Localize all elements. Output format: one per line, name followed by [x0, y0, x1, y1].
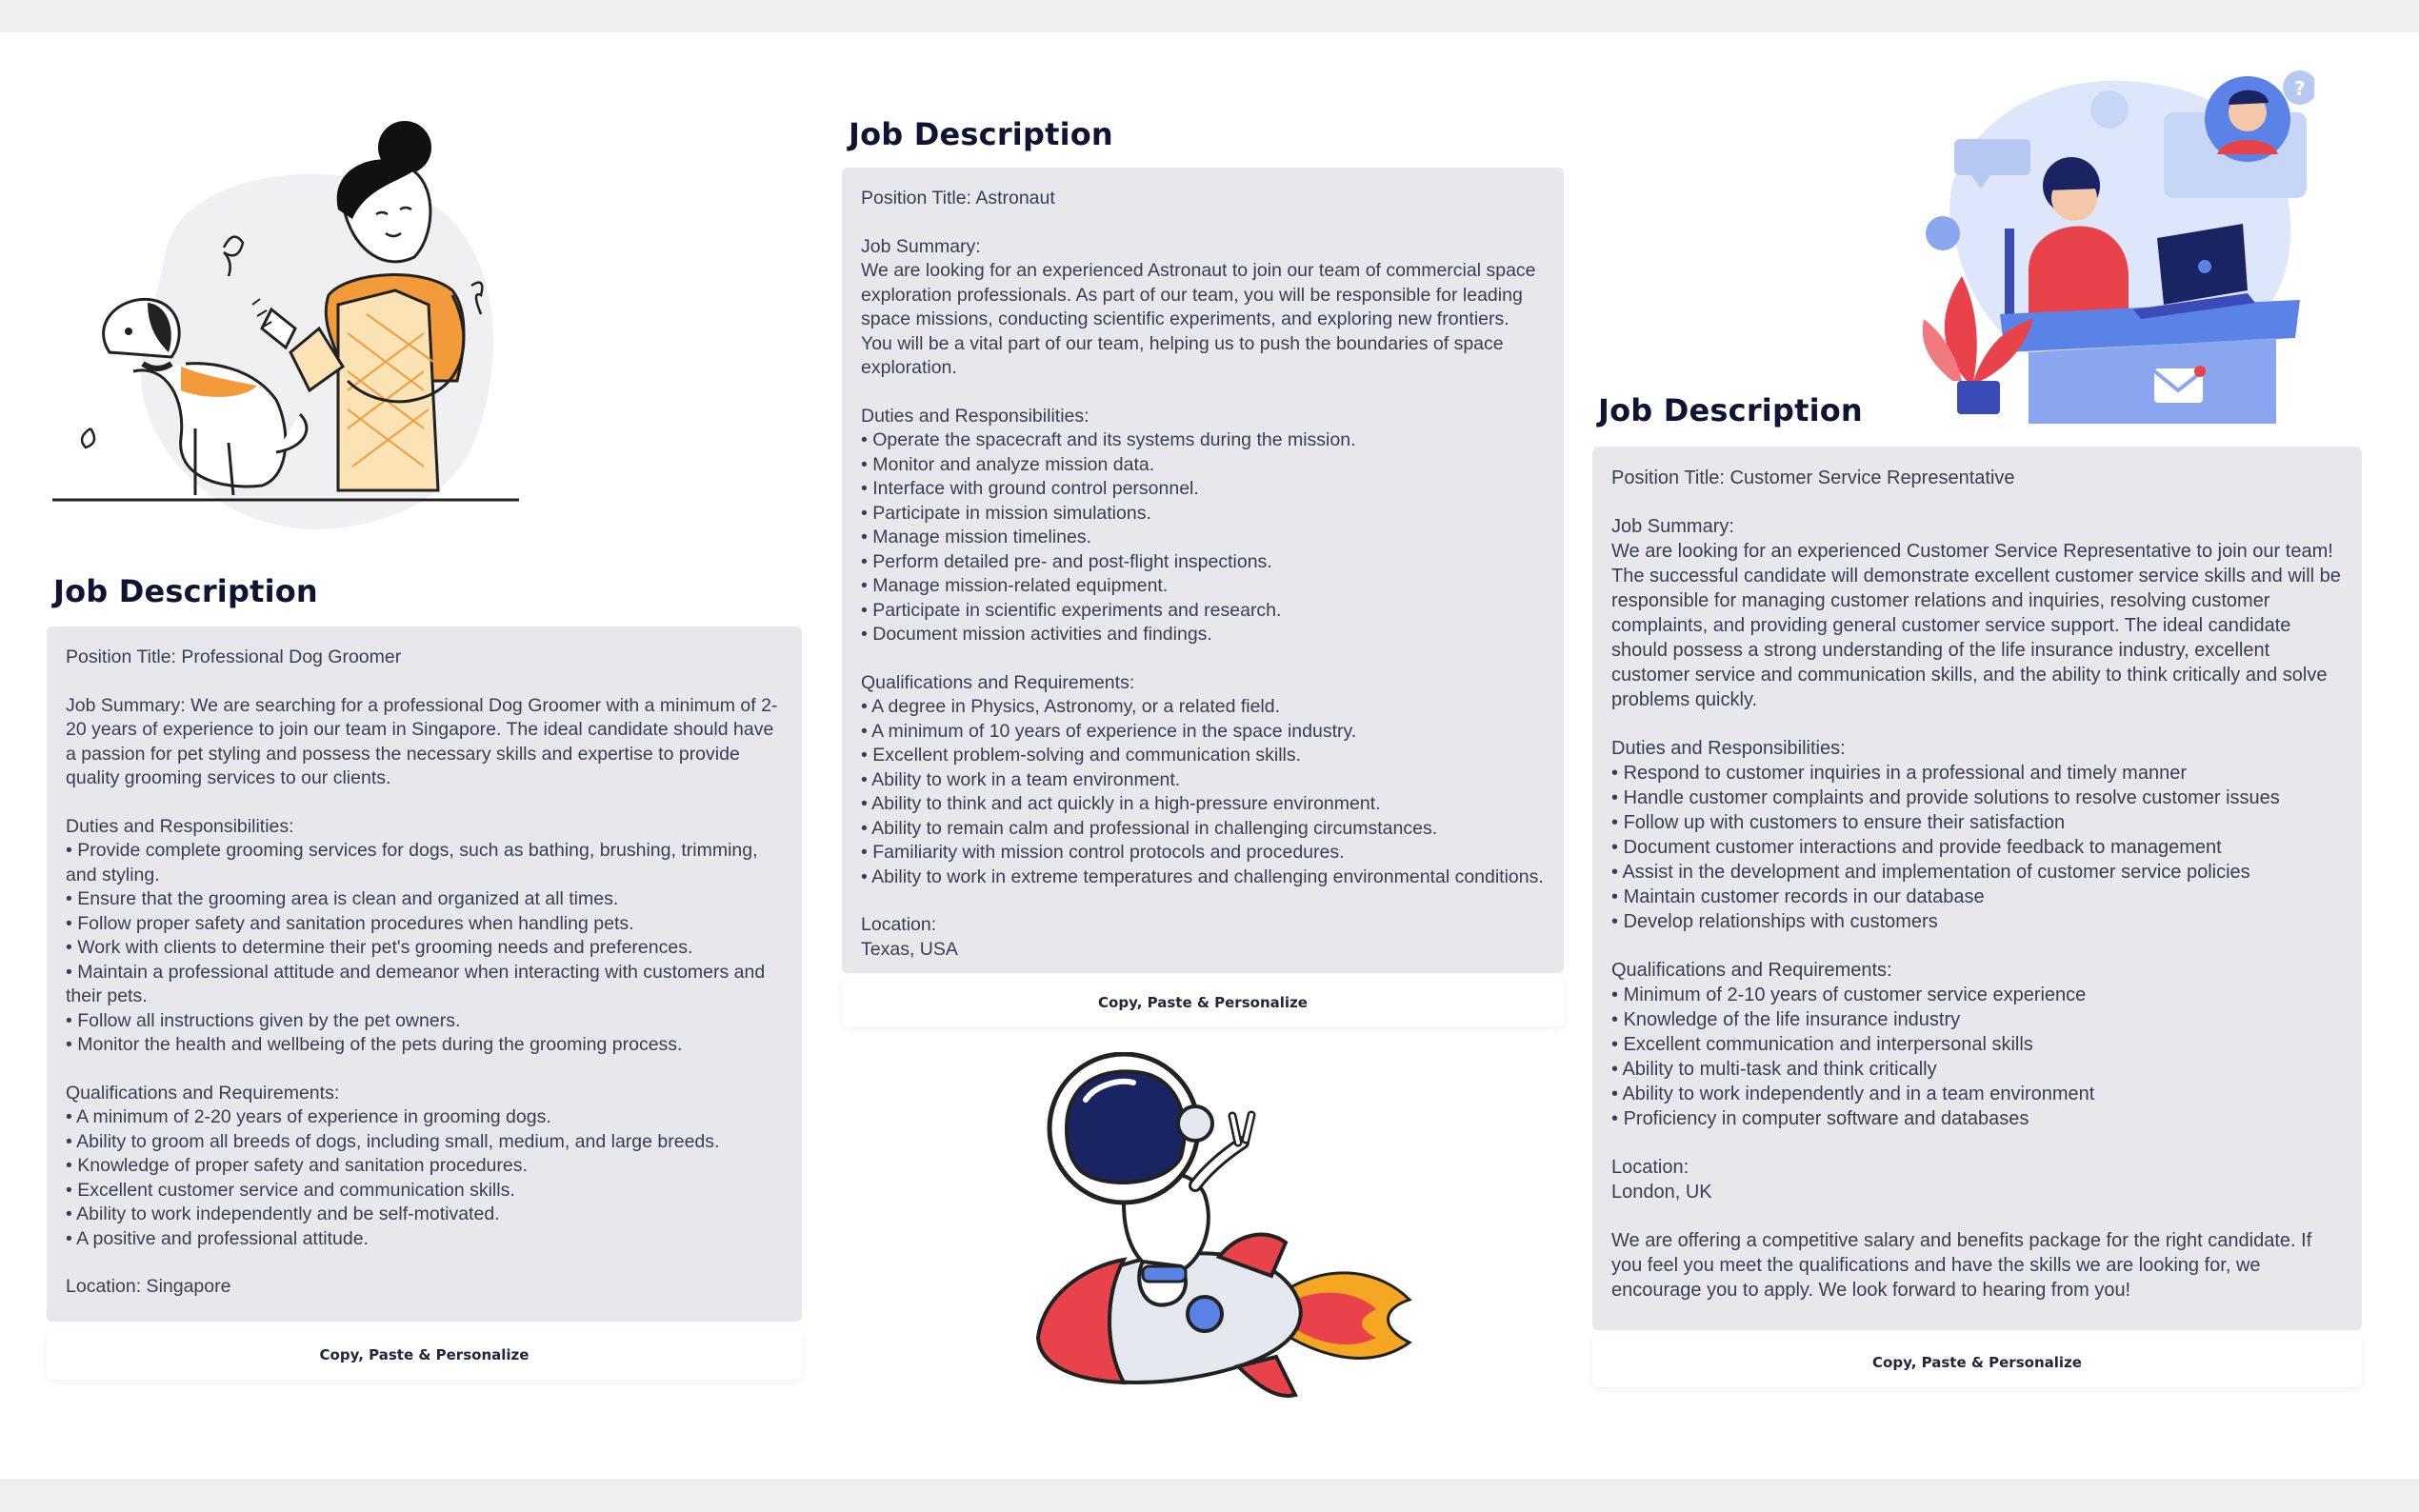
list-item: • Monitor and analyze mission data.	[861, 453, 1545, 478]
list-item: • Develop relationships with customers	[1611, 909, 2343, 934]
list-item: • Follow up with customers to ensure their satisfaction	[1611, 810, 2343, 835]
card-3-duties-list	[1611, 761, 2343, 934]
list-item: • Perform detailed pre- and post-flight inspections.	[861, 550, 1545, 575]
card-3-heading: Job Description	[1598, 392, 1863, 428]
card-2-job-description	[842, 168, 1564, 973]
list-item: • Ability to work in a team environment.	[861, 768, 1545, 793]
list-item: • Ability to multi-task and think critically	[1611, 1057, 2343, 1082]
list-item: • Ability to work independently and be self-motivated.	[66, 1203, 783, 1227]
dog-groomer-illustration	[52, 114, 538, 552]
card-2-duties-list	[861, 428, 1545, 647]
astronaut-rocket-illustration	[1000, 1052, 1419, 1433]
card-3-job-description	[1592, 447, 2362, 1330]
list-item: • Follow proper safety and sanitation procedures when handling pets.	[66, 912, 783, 937]
list-item: • Ability to work independently and in a team environment	[1611, 1082, 2343, 1106]
card-2-summary-heading: Job Summary:	[861, 235, 981, 257]
card-3-qual-list	[1611, 983, 2343, 1131]
svg-text:?: ?	[2294, 77, 2306, 100]
list-item: • Familiarity with mission control protocols and procedures.	[861, 841, 1545, 865]
bottom-band	[0, 1479, 2419, 1512]
list-item: • Interface with ground control personnel.	[861, 477, 1545, 502]
list-item: • Participate in mission simulations.	[861, 502, 1545, 527]
list-item: • Ensure that the grooming area is clean and organized at all times.	[66, 887, 783, 912]
list-item: • A minimum of 10 years of experience in the space industry.	[861, 720, 1545, 745]
card-3-duties-heading: Duties and Responsibilities:	[1611, 738, 1846, 759]
list-item: • Maintain a professional attitude and demeanor when interacting with customers and their pets.	[66, 961, 783, 1009]
card-3-qual-heading: Qualifications and Requirements:	[1611, 960, 1892, 981]
card-2-qual-list	[861, 695, 1545, 889]
list-item: • Handle customer complaints and provide solutions to resolve customer issues	[1611, 786, 2343, 810]
card-3-summary: We are looking for an experienced Customer Service Representative to join our team! The successful candidate will demonstrate excellent customer service skills and will be responsible for managing customer relations and inquiries, resolving customer complaints, and providing general customer service support. The ideal candidate should possess a strong understanding of the life insurance industry, excellent customer service and communication skills, and the ability to think critically and solve problems quickly.	[1611, 541, 2341, 710]
card-3-closing: We are offering a competitive salary and benefits package for the right candidate. If you feel you meet the qualifications and have the skills we are looking for, we encourage you to apply. We look forward to hearing from you!	[1611, 1230, 2312, 1301]
top-band	[0, 0, 2419, 32]
card-1-copy-button[interactable]: Copy, Paste & Personalize	[47, 1330, 802, 1380]
card-1-summary: Job Summary: We are searching for a professional Dog Groomer with a minimum of 2-20 years of experience to join our team in Singapore. The ideal candidate should have a passion for pet styling and possess the necessary skills and expertise to provide quality grooming services to our clients.	[66, 694, 778, 788]
list-item: • Manage mission timelines.	[861, 526, 1545, 550]
card-3-location: London, UK	[1611, 1182, 1712, 1203]
list-item: • Ability to think and act quickly in a high-pressure environment.	[861, 792, 1545, 817]
card-3-position-title: Position Title: Customer Service Representative	[1611, 468, 2015, 488]
card-1-duties-heading: Duties and Responsibilities:	[66, 815, 294, 837]
list-item: • A positive and professional attitude.	[66, 1227, 783, 1252]
list-item: • Knowledge of proper safety and sanitation procedures.	[66, 1154, 783, 1179]
card-1-heading: Job Description	[53, 573, 318, 609]
list-item: • A degree in Physics, Astronomy, or a related field.	[861, 695, 1545, 720]
list-item: • Excellent customer service and communication skills.	[66, 1179, 783, 1204]
card-3-copy-button[interactable]: Copy, Paste & Personalize	[1592, 1338, 2362, 1387]
card-1-job-description	[47, 627, 802, 1322]
list-item: • Minimum of 2-10 years of customer service experience	[1611, 983, 2343, 1007]
list-item: • A minimum of 2-20 years of experience in grooming dogs.	[66, 1105, 783, 1130]
card-1-location: Location: Singapore	[66, 1276, 231, 1297]
customer-service-illustration	[1914, 67, 2314, 428]
list-item: • Proficiency in computer software and databases	[1611, 1106, 2343, 1131]
card-3-summary-heading: Job Summary:	[1611, 516, 1734, 537]
list-item: • Participate in scientific experiments and research.	[861, 599, 1545, 624]
list-item: • Assist in the development and implementation of customer service policies	[1611, 860, 2343, 885]
list-item: • Respond to customer inquiries in a professional and timely manner	[1611, 761, 2343, 786]
list-item: • Monitor the health and wellbeing of the pets during the grooming process.	[66, 1033, 783, 1058]
list-item: • Follow all instructions given by the pet owners.	[66, 1009, 783, 1034]
card-1-position-title: Position Title: Professional Dog Groomer	[66, 647, 402, 667]
card-2-heading: Job Description	[849, 116, 1113, 152]
card-1-qual-list	[66, 1105, 783, 1251]
list-item: • Operate the spacecraft and its systems during the mission.	[861, 428, 1545, 453]
list-item: • Maintain customer records in our database	[1611, 885, 2343, 909]
list-item: • Document mission activities and findings.	[861, 623, 1545, 647]
list-item: • Excellent communication and interpersonal skills	[1611, 1032, 2343, 1057]
card-2-location: Texas, USA	[861, 938, 958, 960]
list-item: • Provide complete grooming services for dogs, such as bathing, brushing, trimming, and styling.	[66, 839, 783, 887]
card-1-duties-list	[66, 839, 783, 1058]
list-item: • Ability to groom all breeds of dogs, including small, medium, and large breeds.	[66, 1130, 783, 1155]
list-item: • Ability to remain calm and professional in challenging circumstances.	[861, 817, 1545, 842]
list-item: • Work with clients to determine their pet's grooming needs and preferences.	[66, 936, 783, 961]
card-2-summary: We are looking for an experienced Astronaut to join our team of commercial space exploration professionals. As part of our team, you will be responsible for leading space missions, conducting scientific experiments, and exploring new frontiers. You will be a vital part of our team, helping us to push the boundaries of space exploration.	[861, 260, 1536, 378]
list-item: • Knowledge of the life insurance industry	[1611, 1007, 2343, 1032]
list-item: • Manage mission-related equipment.	[861, 574, 1545, 599]
card-2-qual-heading: Qualifications and Requirements:	[861, 671, 1135, 693]
card-2-position-title: Position Title: Astronaut	[861, 188, 1055, 209]
card-2-location-heading: Location:	[861, 914, 937, 935]
card-2-copy-button[interactable]: Copy, Paste & Personalize	[842, 979, 1564, 1026]
list-item: • Excellent problem-solving and communication skills.	[861, 744, 1545, 768]
card-2-duties-heading: Duties and Responsibilities:	[861, 405, 1090, 427]
card-1-qual-heading: Qualifications and Requirements:	[66, 1082, 340, 1104]
list-item: • Document customer interactions and provide feedback to management	[1611, 835, 2343, 860]
card-3-location-heading: Location:	[1611, 1157, 1689, 1178]
list-item: • Ability to work in extreme temperatures and challenging environmental conditions.	[861, 865, 1545, 890]
